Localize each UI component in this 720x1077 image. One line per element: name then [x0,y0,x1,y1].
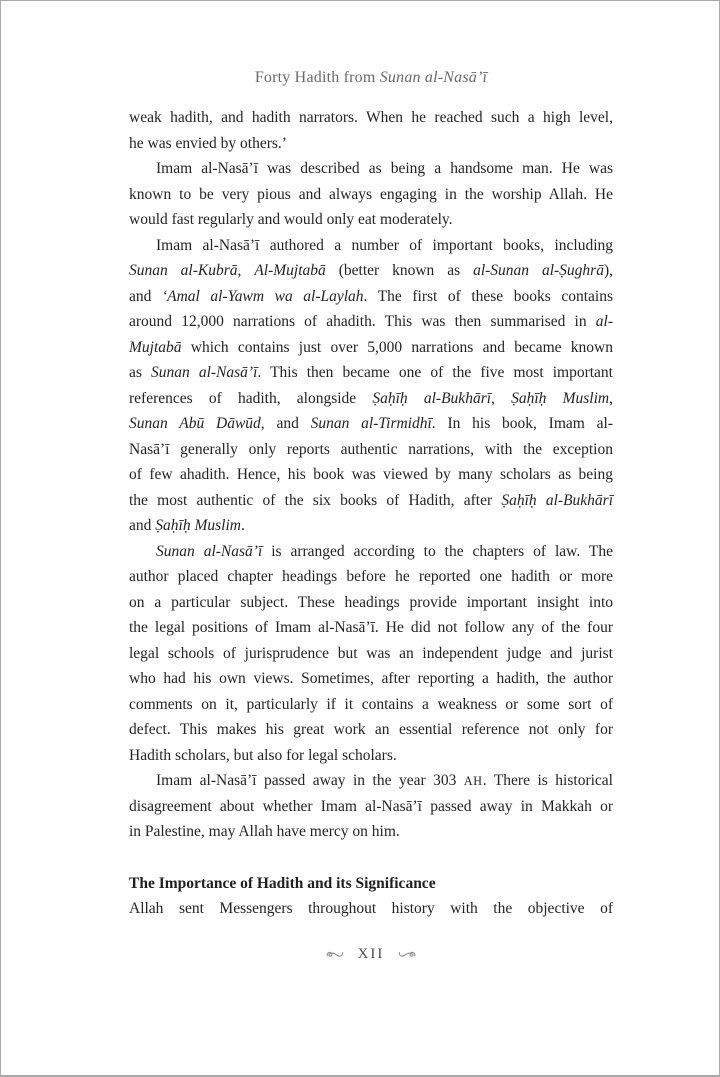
text-line [129,182,613,208]
body-text-run: in Palestine, may Allah have mercy on him. [129,823,400,840]
flourish-right-icon [398,949,416,959]
text-line [129,360,613,386]
book-title-text: Al-Mujtabā [254,262,326,279]
book-title-text: Sunan Abū Dāwūd [129,415,261,432]
book-title-text: Sunan al-Nasā’ī [151,364,258,381]
body-text-run: defect. This makes his great work an essential reference not only for [129,721,613,738]
text-line [129,564,613,590]
text-line [129,156,613,182]
body-text-run: , [237,262,255,279]
book-title-text: Sunan al-Nasā’ī [156,542,263,560]
text-line [129,335,613,361]
book-title-text: Ṣaḥīḥ Muslim [155,517,241,534]
body-text-run: comments on it, particularly if it contains a weakness or some sort of [129,695,613,713]
body-text-run: AH [463,774,483,788]
text-line [129,411,613,437]
text-line [129,590,613,616]
text-line [129,819,613,845]
body-text-run: . In his book, Imam al- [431,415,613,432]
paragraph [129,768,613,845]
body-text-run: around 12,000 narrations of ahadith. This was then summarised in [129,313,596,330]
body-text-run: known to be very pious and always engaging in the worship Allah. He [129,185,613,203]
book-title-text: ‘Amal al-Yawm wa al-Laylah [161,287,364,305]
text-line [129,513,613,539]
page-body [129,105,613,922]
paragraph [129,105,613,156]
body-text-run: the legal positions of Imam al-Nasā’ī. He did not follow any of the four [129,619,613,636]
body-text-run: (better known as [325,262,474,279]
text-line [129,794,613,820]
paragraph [129,233,613,539]
book-title-text: Mujtabā [129,338,182,356]
body-text-run: and [129,287,162,305]
body-text-run: author placed chapter headings before he reported one hadith or more [129,568,613,585]
body-text-run: Nasā’ī generally only reports authentic narrations, with the exception [129,440,613,458]
book-title-text: Ṣaḥīḥ al-Bukhārī [501,491,613,509]
body-text-run: as [129,364,151,381]
body-text-run: would fast regularly and would only eat moderately. [129,211,453,228]
text-line [129,258,613,284]
text-line [129,437,613,463]
body-text-run: , [609,389,613,407]
text-line [129,692,613,718]
text-line [129,896,613,922]
paragraph [129,896,613,922]
section-heading [129,871,613,897]
text-line [129,284,613,310]
body-text-run: . [240,517,245,534]
text-line [129,386,613,412]
body-text-run: Imam al-Nasā’ī authored a number of important books, including [156,236,613,254]
book-title-text: al-Sunan al-Ṣughrā [473,262,604,279]
text-line [129,488,613,514]
body-text-run: who had his own views. Sometimes, after reporting a hadith, the author [129,670,613,687]
body-text-run: . The first of these books contains [363,287,613,305]
text-line [129,666,613,692]
text-line [129,768,613,794]
body-text-run: weak hadith, and hadith narrators. When he reached such a high level, [129,109,613,126]
body-text-run: on a particular subject. These headings provide important insight into [129,593,613,611]
body-text-run: . This then became one of the five most important [257,364,613,381]
text-line [129,717,613,743]
book-title-text: Sunan al-Kubrā [129,262,238,279]
book-title-text: Sunan al-Tirmidhī [310,415,432,432]
page-number: XII [357,945,385,962]
text-line [129,462,613,488]
paragraph [129,156,613,233]
text-line [129,539,613,565]
body-text-run: he was envied by others.’ [129,134,287,152]
paragraph [129,539,613,769]
text-line [129,105,613,131]
page-footer [129,945,613,963]
body-text-run: and [129,517,156,534]
body-text-run: the most authentic of the six books of Hadith, after [129,491,502,509]
body-text-run: which contains just over 5,000 narrations and became known [181,338,613,356]
book-title-text: Ṣaḥīḥ Muslim [511,389,610,407]
body-text-run: . There is historical [482,772,613,789]
text-line [129,871,613,897]
flourish-left-icon [326,949,344,959]
text-line [129,233,613,259]
body-text-run: Imam al-Nasā’ī was described as being a handsome man. He was [156,160,613,177]
book-title-text: Ṣaḥīḥ al-Bukhārī [372,389,492,407]
text-line [129,309,613,335]
book-title-text: al- [595,313,613,330]
text-line [129,131,613,157]
text-line [129,207,613,233]
text-line [129,641,613,667]
body-text-run: , [491,389,512,407]
body-text-run: Hadith scholars, but also for legal scholars. [129,746,397,764]
body-text-run: is arranged according to the chapters of law. The [262,542,613,560]
body-text-run: , and [260,415,311,432]
text-line [129,743,613,769]
running-head [129,69,613,87]
body-text-run: disagreement about whether Imam al-Nasā’ī passed away in Makkah or [129,797,613,815]
heading-text: The Importance of Hadith and its Significance [129,874,436,892]
body-text-run: references of hadith, alongside [129,389,373,407]
body-text-run: legal schools of jurisprudence but was an independent judge and jurist [129,644,613,662]
body-text-run: Allah sent Messengers throughout history with the objective of [129,900,613,917]
body-text-run: of few ahadith. Hence, his book was viewed by many scholars as being [129,466,613,483]
text-line [129,615,613,641]
running-head-book-title: Sunan al-Nasā’ī [379,69,488,86]
body-text-run: Imam al-Nasā’ī passed away in the year 303 [156,772,464,789]
body-text-run: ), [603,262,614,279]
running-head-text: Forty Hadith from [254,69,380,86]
